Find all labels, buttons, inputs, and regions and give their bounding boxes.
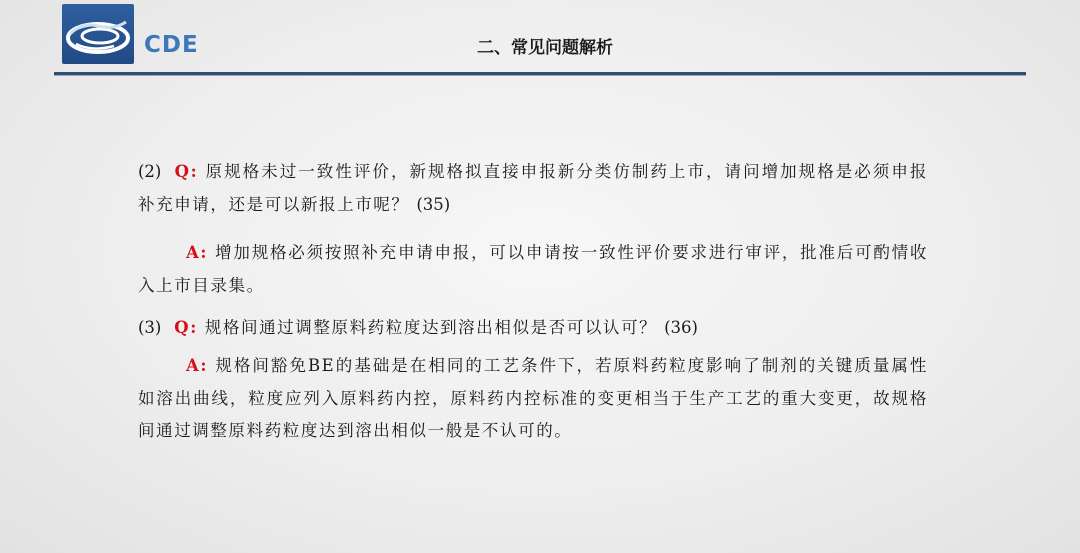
- item-number: (2): [138, 162, 162, 181]
- page-title: 二、常见问题解析: [477, 38, 613, 58]
- a-label: A:: [186, 243, 209, 262]
- header-divider-shadow: [54, 75, 1026, 76]
- question-text: 规格间通过调整原料药粒度达到溶出相似是否可以认可？: [204, 318, 658, 337]
- answer-text: 增加规格必须按照补充申请申报，可以申请按一致性评价要求进行审评，批准后可酌情收入上市目录集。: [138, 243, 928, 295]
- question-2: [138, 156, 928, 221]
- answer-2: [138, 237, 928, 302]
- question-ref: (35): [416, 194, 451, 214]
- answer-3: [138, 350, 928, 448]
- logo-text: CDE: [144, 32, 199, 58]
- question-3: [138, 312, 928, 345]
- answer-text: 规格间豁免BE的基础是在相同的工艺条件下，若原料药粒度影响了制剂的关键质量属性如溶出曲线，粒度应列入原料药内控，原料药内控标准的变更相当于生产工艺的重大变更，故规格间通过调整原料药粒度达到溶出相似一般是不认可的。: [138, 356, 928, 440]
- question-text: 原规格未过一致性评价，新规格拟直接申报新分类仿制药上市，请问增加规格是必须申报补充申请，还是可以新报上市呢？: [138, 162, 928, 214]
- q-label: Q:: [174, 162, 199, 181]
- a-label: A:: [186, 356, 209, 375]
- q-label: Q:: [174, 318, 198, 337]
- item-number: (3): [138, 318, 162, 337]
- question-ref: (36): [664, 318, 698, 337]
